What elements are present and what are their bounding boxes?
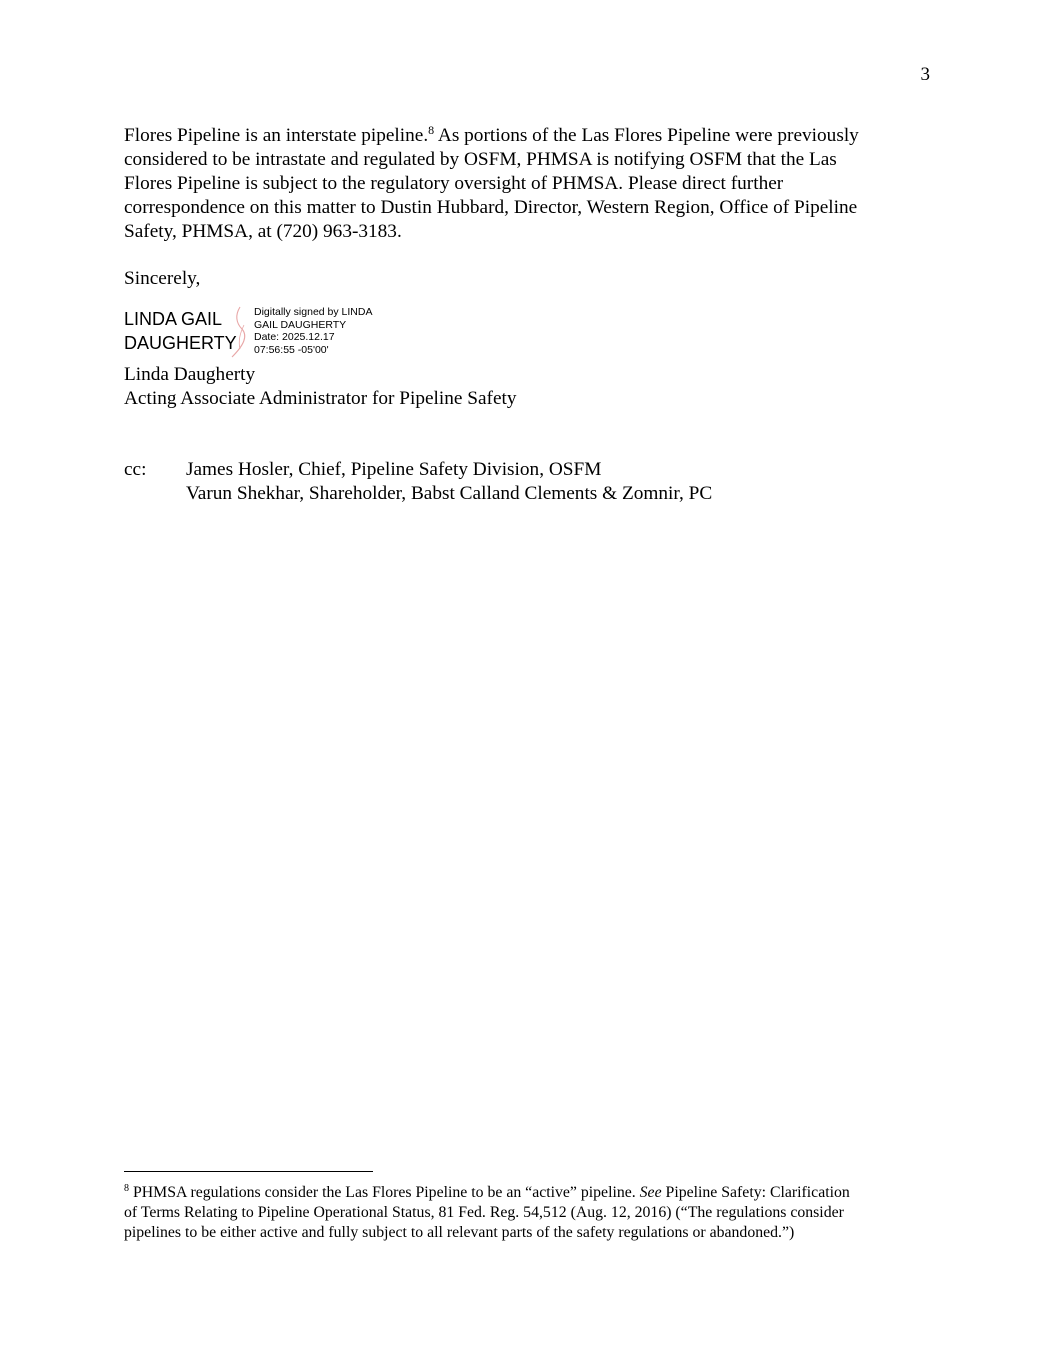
signer-block [124,363,517,411]
signature-detail-line: Digitally signed by LINDA [254,306,373,318]
body-text-segment: As portions of the Las Flores Pipeline were previously [434,125,859,146]
digital-signature-details [254,306,372,356]
body-line: correspondence on this matter to Dustin Hubbard, Director, Western Region, Office of Pipeline [124,197,858,218]
body-line: considered to be intrastate and regulated by OSFM, PHMSA is notifying OSFM that the Las [124,149,837,170]
cc-recipient: James Hosler, Chief, Pipeline Safety Division, OSFM [186,459,602,480]
footnote-text-segment: Pipeline Safety: Clarification [661,1184,850,1201]
signature-name-line: DAUGHERTY [124,333,237,353]
footnote-divider [124,1171,373,1172]
signature-detail-line: Date: 2025.12.17 [254,331,335,343]
cc-list [186,458,712,506]
page-number: 3 [920,64,930,85]
signer-name: Linda Daugherty [124,364,256,385]
footnote-signal: See [639,1184,662,1201]
body-line: Safety, PHMSA, at (720) 963-3183. [124,221,402,242]
footnote-line [124,1183,924,1203]
footnote-line: of Terms Relating to Pipeline Operational Status, 81 Fed. Reg. 54,512 (Aug. 12, 2016) (“The regulations consider [124,1204,844,1221]
signature-mark-icon [218,303,258,361]
footnote-number: 8 [124,1183,129,1194]
letter-body [124,124,924,244]
body-line: Flores Pipeline is subject to the regulatory oversight of PHMSA. Please direct further [124,173,784,194]
signer-title: Acting Associate Administrator for Pipeline Safety [124,388,517,409]
body-line [124,124,924,148]
footnote-line: pipelines to be either active and fully subject to all relevant parts of the safety regulations or abandoned.”) [124,1224,795,1241]
footnote [124,1183,924,1243]
footnote-reference: 8 [428,123,435,137]
signature-detail-line: GAIL DAUGHERTY [254,318,347,331]
signature-detail-line: 07:56:55 -05'00' [254,343,329,356]
footnote-text-segment: PHMSA regulations consider the Las Flores Pipeline to be an “active” pipeline. [129,1184,640,1201]
body-text-segment: Flores Pipeline is an interstate pipeline. [124,125,429,146]
signature-name-line: LINDA GAIL [124,309,223,329]
closing: Sincerely, [124,268,201,289]
cc-recipient: Varun Shekhar, Shareholder, Babst Calland Clements & Zomnir, PC [186,483,713,504]
cc-label: cc: [124,459,147,480]
